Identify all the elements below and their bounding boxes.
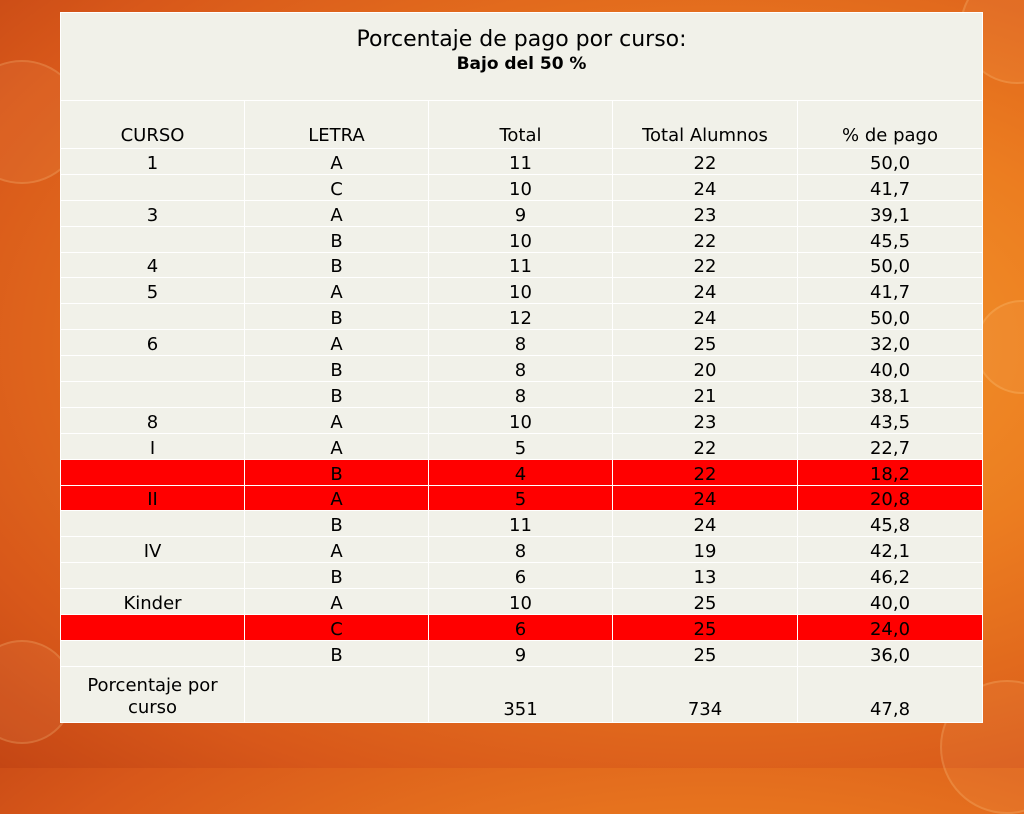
totals-label: Porcentaje por curso (61, 666, 245, 722)
cell-curso (61, 459, 245, 485)
header-row (61, 101, 983, 149)
cell-alumnos: 22 (613, 252, 798, 278)
cell-letra: B (245, 382, 429, 408)
cell-total: 6 (429, 563, 613, 589)
cell-letra: A (245, 433, 429, 459)
cell-alumnos: 13 (613, 563, 798, 589)
cell-alumnos: 24 (613, 278, 798, 304)
cell-pago: 41,7 (798, 278, 983, 304)
cell-letra: A (245, 278, 429, 304)
totals-row (61, 666, 983, 722)
cell-total: 10 (429, 278, 613, 304)
cell-letra: A (245, 200, 429, 226)
cell-curso: 5 (61, 278, 245, 304)
cell-curso: I (61, 433, 245, 459)
payment-table (60, 12, 983, 723)
cell-alumnos: 24 (613, 485, 798, 511)
cell-pago: 32,0 (798, 330, 983, 356)
cell-alumnos: 24 (613, 511, 798, 537)
table-row (61, 615, 983, 641)
cell-alumnos: 24 (613, 304, 798, 330)
cell-letra: C (245, 615, 429, 641)
cell-letra: A (245, 407, 429, 433)
cell-alumnos: 22 (613, 433, 798, 459)
cell-alumnos: 22 (613, 226, 798, 252)
cell-total: 8 (429, 356, 613, 382)
cell-curso (61, 563, 245, 589)
table-row (61, 278, 983, 304)
cell-total: 11 (429, 149, 613, 175)
table-row (61, 382, 983, 408)
table-row (61, 149, 983, 175)
cell-curso: 8 (61, 407, 245, 433)
table-row (61, 537, 983, 563)
table-row (61, 433, 983, 459)
cell-alumnos: 25 (613, 589, 798, 615)
table-row (61, 330, 983, 356)
cell-letra: A (245, 485, 429, 511)
table-row (61, 511, 983, 537)
cell-curso (61, 304, 245, 330)
table-row (61, 640, 983, 666)
cell-curso (61, 382, 245, 408)
cell-pago: 46,2 (798, 563, 983, 589)
cell-pago: 36,0 (798, 640, 983, 666)
table-row (61, 407, 983, 433)
cell-letra: B (245, 226, 429, 252)
cell-alumnos: 22 (613, 149, 798, 175)
cell-letra: B (245, 304, 429, 330)
cell-letra: B (245, 252, 429, 278)
totals-total: 351 (429, 666, 613, 722)
cell-total: 8 (429, 537, 613, 563)
header-letra: LETRA (245, 101, 429, 149)
cell-alumnos: 23 (613, 200, 798, 226)
cell-curso (61, 511, 245, 537)
cell-alumnos: 24 (613, 174, 798, 200)
cell-alumnos: 20 (613, 356, 798, 382)
cell-total: 4 (429, 459, 613, 485)
cell-alumnos: 21 (613, 382, 798, 408)
cell-alumnos: 19 (613, 537, 798, 563)
table-row (61, 174, 983, 200)
table-row (61, 563, 983, 589)
cell-total: 10 (429, 407, 613, 433)
header-total-alumnos: Total Alumnos (613, 101, 798, 149)
cell-pago: 24,0 (798, 615, 983, 641)
page-subtitle: Bajo del 50 % (456, 54, 587, 74)
totals-alumnos: 734 (613, 666, 798, 722)
cell-letra: A (245, 149, 429, 175)
cell-pago: 50,0 (798, 304, 983, 330)
cell-total: 6 (429, 615, 613, 641)
cell-total: 9 (429, 200, 613, 226)
cell-total: 10 (429, 174, 613, 200)
table-row (61, 304, 983, 330)
cell-pago: 42,1 (798, 537, 983, 563)
cell-alumnos: 25 (613, 640, 798, 666)
cell-total: 11 (429, 511, 613, 537)
cell-total: 12 (429, 304, 613, 330)
cell-pago: 40,0 (798, 356, 983, 382)
cell-pago: 40,0 (798, 589, 983, 615)
cell-pago: 41,7 (798, 174, 983, 200)
cell-curso: 3 (61, 200, 245, 226)
title-cell (61, 13, 983, 101)
cell-letra: B (245, 640, 429, 666)
cell-curso (61, 640, 245, 666)
table-row (61, 485, 983, 511)
table-row (61, 200, 983, 226)
cell-total: 8 (429, 330, 613, 356)
table-row (61, 459, 983, 485)
cell-pago: 22,7 (798, 433, 983, 459)
table-row (61, 226, 983, 252)
cell-curso: IV (61, 537, 245, 563)
cell-letra: B (245, 459, 429, 485)
cell-curso (61, 226, 245, 252)
table-row (61, 252, 983, 278)
cell-total: 10 (429, 226, 613, 252)
cell-alumnos: 22 (613, 459, 798, 485)
cell-total: 5 (429, 485, 613, 511)
cell-alumnos: 25 (613, 615, 798, 641)
cell-curso: II (61, 485, 245, 511)
cell-letra: A (245, 589, 429, 615)
cell-curso (61, 356, 245, 382)
cell-pago: 39,1 (798, 200, 983, 226)
cell-total: 9 (429, 640, 613, 666)
header-total: Total (429, 101, 613, 149)
cell-pago: 20,8 (798, 485, 983, 511)
cell-pago: 43,5 (798, 407, 983, 433)
cell-letra: B (245, 356, 429, 382)
cell-curso: 6 (61, 330, 245, 356)
cell-pago: 45,8 (798, 511, 983, 537)
cell-total: 5 (429, 433, 613, 459)
cell-pago: 50,0 (798, 149, 983, 175)
cell-letra: B (245, 563, 429, 589)
cell-curso: Kinder (61, 589, 245, 615)
cell-letra: B (245, 511, 429, 537)
table-row (61, 589, 983, 615)
cell-total: 11 (429, 252, 613, 278)
cell-letra: C (245, 174, 429, 200)
cell-total: 10 (429, 589, 613, 615)
cell-curso: 1 (61, 149, 245, 175)
cell-pago: 18,2 (798, 459, 983, 485)
cell-curso (61, 615, 245, 641)
header-curso: CURSO (61, 101, 245, 149)
totals-pago: 47,8 (798, 666, 983, 722)
header-porcentaje-pago: % de pago (798, 101, 983, 149)
cell-letra: A (245, 330, 429, 356)
cell-alumnos: 23 (613, 407, 798, 433)
cell-pago: 45,5 (798, 226, 983, 252)
cell-curso (61, 174, 245, 200)
cell-letra: A (245, 537, 429, 563)
cell-alumnos: 25 (613, 330, 798, 356)
cell-pago: 50,0 (798, 252, 983, 278)
cell-curso: 4 (61, 252, 245, 278)
table-row (61, 356, 983, 382)
totals-letra (245, 666, 429, 722)
cell-total: 8 (429, 382, 613, 408)
page-title: Porcentaje de pago por curso: (356, 27, 687, 52)
cell-pago: 38,1 (798, 382, 983, 408)
